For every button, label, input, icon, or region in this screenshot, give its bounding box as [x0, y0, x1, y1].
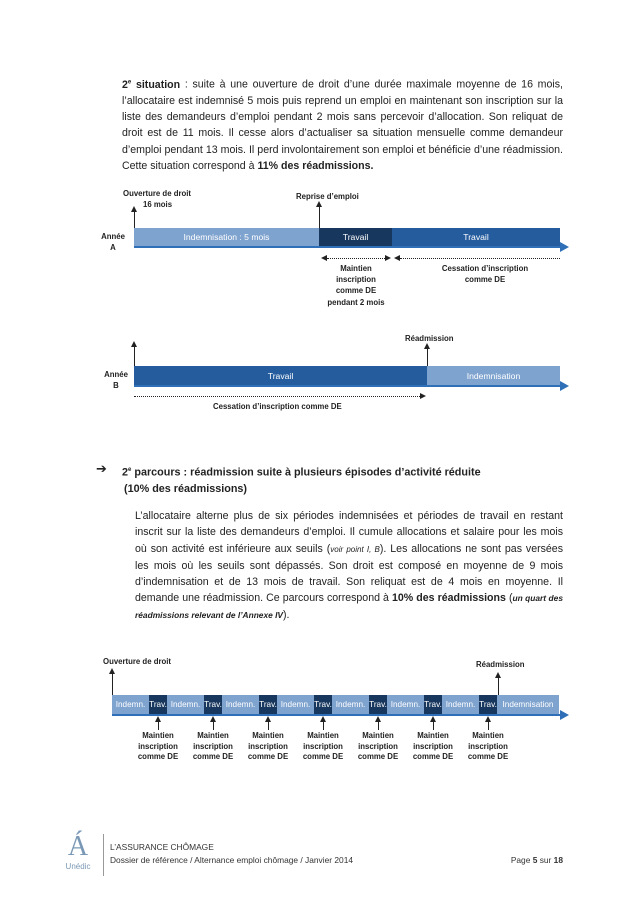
label-opening-c: Ouverture de droit: [103, 657, 172, 666]
reprise-marker: [319, 205, 320, 228]
maintien-range: [327, 258, 385, 259]
maintien-label-line: Maintien: [417, 731, 449, 740]
label-opening-duration: 16 mois: [143, 200, 173, 209]
maintien-label-line: comme DE: [302, 752, 344, 762]
segment-indemn: Indemnisation: [497, 695, 559, 714]
footer-page: Page 5 sur 18: [510, 855, 563, 865]
maintien-label-c: [405, 731, 461, 763]
maintien-label-line: comme DE: [467, 752, 509, 762]
parcours-paragraph: L’allocataire alterne plus de six périodes indemnisées et périodes de travail en restant inscrit sur la liste des demandeurs d’emploi. Il cumule allocations et salaire pour les mois où son activité est inférieure aux seuils (voir point I, B). Les allocations ne sont pas versées les mois où les seuils sont dépassés. Son droit est composé en moyenne de 9 mois d’indemnisation et de 13 mois de travail. Son reliquat est de 4 mois en moyenne. Il demande une réadmission. Ce parcours correspond à 10% des réadmissions (un quart des réadmissions relevant de l’Annexe IV).: [135, 510, 563, 621]
timeline-c-arrow: [560, 710, 569, 720]
start-marker-b: [134, 345, 135, 366]
year-b-label: Année B: [104, 370, 128, 391]
segment-trav: Trav.: [204, 695, 222, 714]
segment-indemnisation: Indemnisation : 5 mois: [134, 228, 319, 246]
segment-travail: Travail: [392, 228, 560, 246]
opening-marker-c: [112, 672, 113, 695]
maintien-label: Maintien inscription comme DE pendant 2 mois: [327, 264, 385, 307]
start-arrowhead-b: [131, 341, 137, 347]
logo-mark-icon: Á: [67, 831, 89, 862]
readmission-arrowhead-b: [424, 343, 430, 349]
maintien-label-line: Maintien: [472, 731, 504, 740]
parcours-title: 2e parcours : réadmission suite à plusieurs épisodes d’activité réduite (10% des réadmissions): [122, 466, 481, 495]
maintien-label-line: Maintien: [142, 731, 174, 740]
segment-indemn: Indemn.: [442, 695, 479, 714]
maintien-arrowhead: [375, 716, 381, 722]
timeline-b-arrow: [560, 381, 569, 391]
cessation-label-a: Cessation d’inscription comme DE: [441, 264, 529, 285]
timeline-b-line: [134, 385, 560, 387]
maintien-label-c: [185, 731, 241, 763]
maintien-label-line: inscription: [193, 741, 233, 751]
label-readmission-c: Réadmission: [476, 660, 525, 669]
maintien-label-line: Maintien: [307, 731, 339, 740]
readmission-marker-b: [427, 347, 428, 366]
segment-trav: Trav.: [149, 695, 167, 714]
maintien-label-line: Maintien: [362, 731, 394, 740]
cessation-label-b: Cessation d’inscription comme DE: [213, 402, 342, 411]
cessation-arrow-left: [394, 255, 400, 261]
arrow-bullet: ➔: [96, 461, 107, 476]
maintien-label-c: [460, 731, 516, 763]
footer-divider: [103, 834, 104, 876]
segment-indemn: Indemn.: [332, 695, 369, 714]
maintien-arrow-right: [385, 255, 391, 261]
segment-indemn: Indemn.: [387, 695, 424, 714]
segment-trav: Trav.: [369, 695, 387, 714]
footer: [60, 830, 580, 880]
timeline-a-line: [134, 246, 560, 248]
logo-name: Unédic: [65, 862, 91, 871]
maintien-label-line: inscription: [413, 741, 453, 751]
maintien-label-line: inscription: [468, 741, 508, 751]
maintien-label-line: inscription: [138, 741, 178, 751]
maintien-label-c: [350, 731, 406, 763]
timeline-c-line: [112, 714, 560, 716]
segment-trav: Trav.: [259, 695, 277, 714]
segment-trav: Trav.: [424, 695, 442, 714]
timeline-a-arrow: [560, 242, 569, 252]
maintien-label-line: inscription: [303, 741, 343, 751]
maintien-arrowhead: [265, 716, 271, 722]
maintien-arrowhead: [210, 716, 216, 722]
situation-paragraph: 2e situation : suite à une ouverture de droit d’une durée maximale moyenne de 16 mois, l’allocataire est indemnisé 5 mois puis reprend un emploi en maintenant son inscription sur la liste des demandeurs d’emploi pendant 2 mois sans percevoir d’allocation. Son reliquat de droit est de 11 mois. Il cesse alors d’actualiser sa situation mensuelle comme demandeur d’emploi pendant 13 mois. Il perd involontairement son emploi et bénéficie d’une réadmission. Cette situation correspond à 11% des réadmissions.: [122, 78, 563, 173]
footer-org: L’ASSURANCE CHÔMAGE: [110, 842, 214, 852]
maintien-arrowhead: [430, 716, 436, 722]
cessation-arrow-right-b: [420, 393, 426, 399]
reprise-arrowhead: [316, 201, 322, 207]
maintien-label-c: [240, 731, 296, 763]
readmission-arrowhead-c: [495, 672, 501, 678]
maintien-label-line: Maintien: [252, 731, 284, 740]
segment-trav: Trav.: [314, 695, 332, 714]
segment-indemn: Indemn.: [167, 695, 204, 714]
opening-arrowhead: [131, 206, 137, 212]
cessation-range-a: [400, 258, 560, 259]
segment-trav: Trav.: [479, 695, 497, 714]
maintien-label-line: inscription: [358, 741, 398, 751]
year-a-label: Année A: [101, 232, 125, 253]
readmission-marker-c: [498, 676, 499, 695]
maintien-arrowhead: [320, 716, 326, 722]
maintien-arrowhead: [155, 716, 161, 722]
unedic-logo: [60, 832, 96, 871]
maintien-label-line: inscription: [248, 741, 288, 751]
maintien-label-line: comme DE: [137, 752, 179, 762]
segment-travail-b: Travail: [134, 366, 427, 385]
maintien-label-line: comme DE: [247, 752, 289, 762]
maintien-arrowhead: [485, 716, 491, 722]
situation-percentage: 11% des réadmissions.: [257, 160, 374, 173]
segment-indemn: Indemn.: [112, 695, 149, 714]
maintien-label-line: comme DE: [192, 752, 234, 762]
cessation-range-b: [134, 396, 420, 397]
segment-travail-maintien: Travail: [319, 228, 392, 246]
segment-indemnisation-b: Indemnisation: [427, 366, 560, 385]
maintien-label-line: comme DE: [357, 752, 399, 762]
label-reprise: Reprise d’emploi: [296, 192, 359, 201]
opening-marker: [134, 210, 135, 228]
label-readmission-b: Réadmission: [405, 334, 454, 343]
segment-indemn: Indemn.: [277, 695, 314, 714]
maintien-label-line: comme DE: [412, 752, 454, 762]
situation-heading: 2e situation: [122, 78, 181, 91]
maintien-arrow-left: [321, 255, 327, 261]
maintien-label-c: [130, 731, 186, 763]
maintien-label-c: [295, 731, 351, 763]
opening-arrowhead-c: [109, 668, 115, 674]
footer-doc: Dossier de référence / Alternance emploi chômage / Janvier 2014: [110, 855, 354, 865]
maintien-label-line: Maintien: [197, 731, 229, 740]
segment-indemn: Indemn.: [222, 695, 259, 714]
label-opening: Ouverture de droit: [123, 189, 192, 198]
